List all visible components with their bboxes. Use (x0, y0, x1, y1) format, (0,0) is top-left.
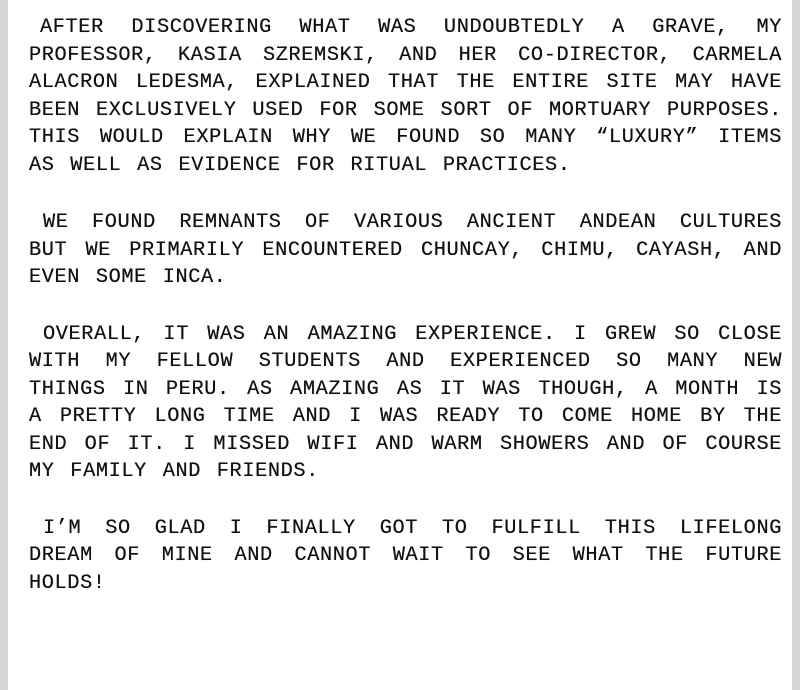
paragraph-grave-discovery: AFTER DISCOVERING WHAT WAS UNDOUBTEDLY A GRAVE, MY PROFESSOR, KASIA SZREMSKI, AND HER CO-DIRECTOR, CARMELA ALACRON LEDESMA, EXPLAINED THAT THE ENTIRE SITE MAY HAVE BEEN EXCLUSIVELY USED FOR SOME SORT OF MORTUARY PURPOSES. THIS WOULD EXPLAIN WHY WE FOUND SO MANY “LUXURY” ITEMS AS WELL AS EVIDENCE FOR RITUAL PRACTICES. (29, 16, 782, 177)
paragraph-andean-cultures: WE FOUND REMNANTS OF VARIOUS ANCIENT ANDEAN CULTURES BUT WE PRIMARILY ENCOUNTERED CHUNCAY, CHIMU, CAYASH, AND EVEN SOME INCA. (29, 211, 782, 289)
document-page (8, 0, 792, 690)
paragraph-experience: OVERALL, IT WAS AN AMAZING EXPERIENCE. I GREW SO CLOSE WITH MY FELLOW STUDENTS AND EXPERIENCED SO MANY NEW THINGS IN PERU. AS AMAZING AS IT WAS THOUGH, A MONTH IS A PRETTY LONG TIME AND I WAS READY TO COME HOME BY THE END OF IT. I MISSED WIFI AND WARM SHOWERS AND OF COURSE MY FAMILY AND FRIENDS. (29, 322, 782, 483)
paragraph-lifelong-dream: I’M SO GLAD I FINALLY GOT TO FULFILL THIS LIFELONG DREAM OF MINE AND CANNOT WAIT TO SEE WHAT THE FUTURE HOLDS! (29, 516, 782, 595)
